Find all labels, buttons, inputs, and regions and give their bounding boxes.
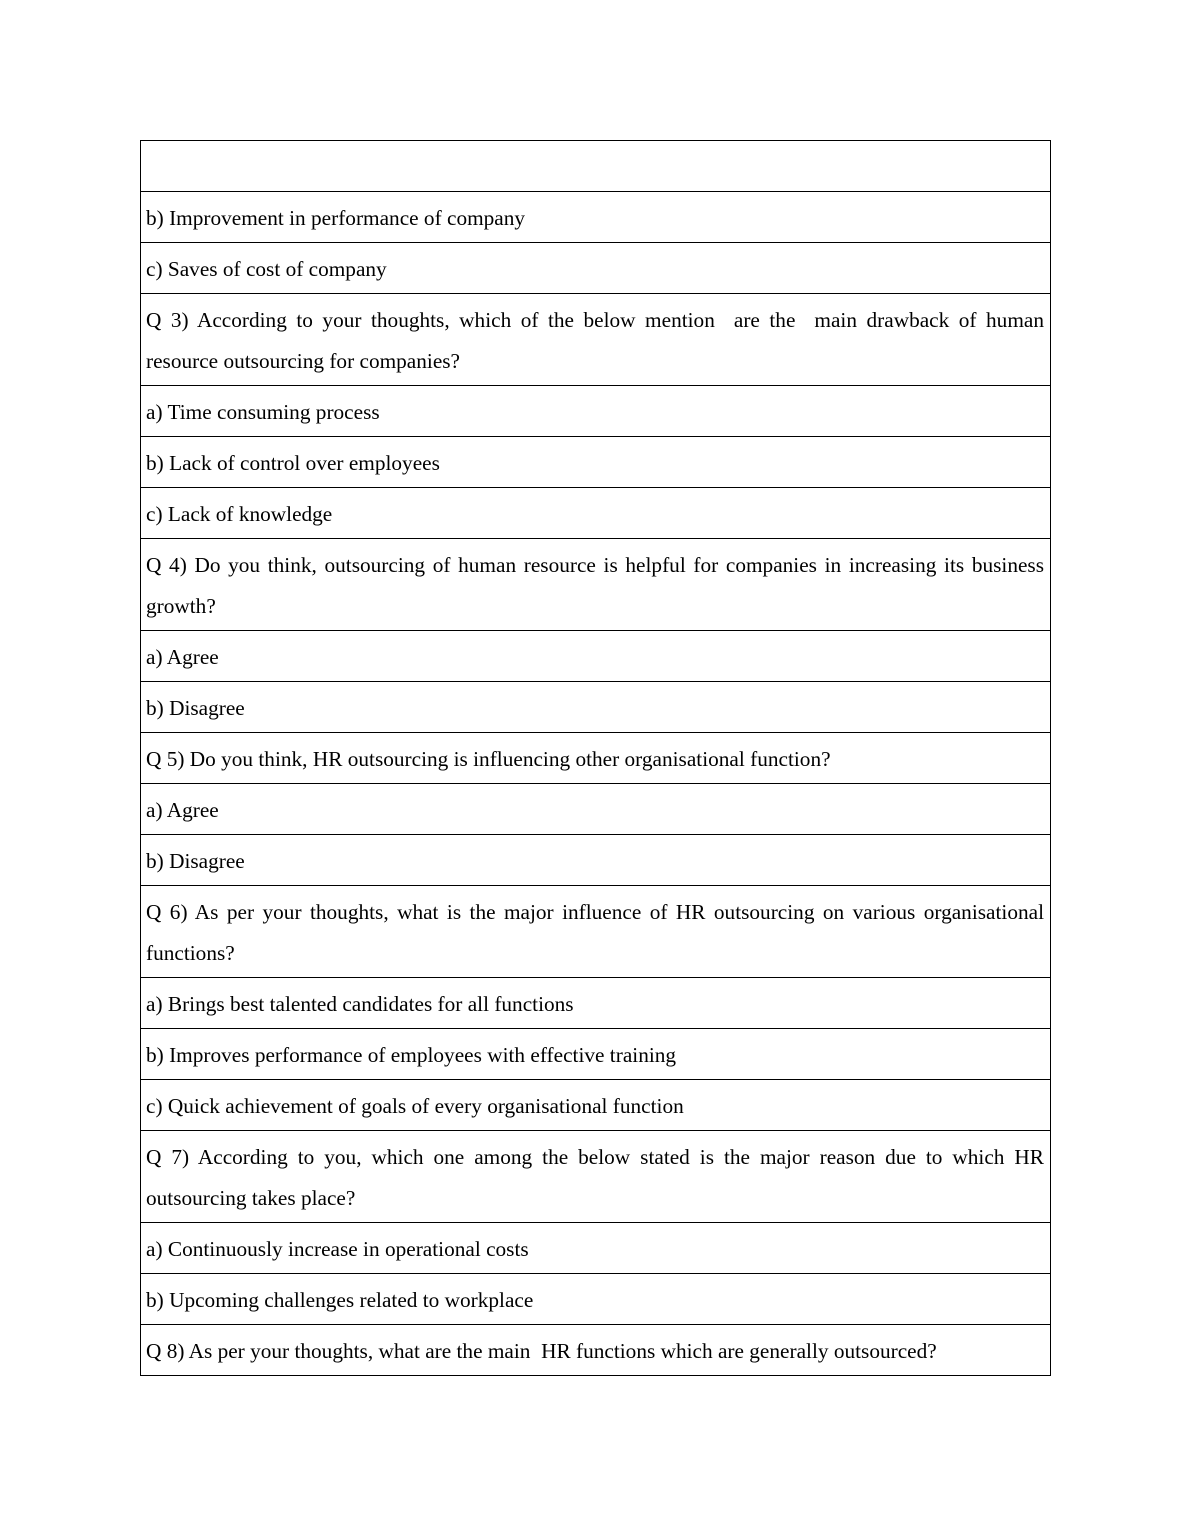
question-text: Q 4) Do you think, outsourcing of human resource is helpful for companies in increasing its business growth? <box>146 553 1050 618</box>
table-cell <box>141 192 1051 243</box>
question-text: Q 3) According to your thoughts, which of the below mention are the main drawback of human resource outsourcing for companies? <box>146 308 1050 373</box>
table-row-question <box>141 886 1051 978</box>
question-text: Q 6) As per your thoughts, what is the major influence of HR outsourcing on various organisational functions? <box>146 900 1050 965</box>
table-cell <box>141 835 1051 886</box>
table-row-option <box>141 192 1051 243</box>
table-row-option <box>141 978 1051 1029</box>
table-cell <box>141 733 1051 784</box>
table-row-option <box>141 437 1051 488</box>
table-cell <box>141 1223 1051 1274</box>
table-cell <box>141 886 1051 978</box>
option-text: a) Continuously increase in operational costs <box>146 1237 529 1261</box>
table-cell <box>141 1080 1051 1131</box>
option-text: a) Brings best talented candidates for all functions <box>146 992 574 1016</box>
table-row-option <box>141 1223 1051 1274</box>
table-row-question <box>141 539 1051 631</box>
option-text: b) Disagree <box>146 696 245 720</box>
table-cell <box>141 488 1051 539</box>
option-text: b) Disagree <box>146 849 245 873</box>
table-row-question <box>141 1325 1051 1376</box>
table-row-question <box>141 294 1051 386</box>
option-text: c) Quick achievement of goals of every organisational function <box>146 1094 684 1118</box>
table-row-empty <box>141 141 1051 192</box>
option-text: b) Improves performance of employees with effective training <box>146 1043 677 1067</box>
table-row-option <box>141 1274 1051 1325</box>
table-cell <box>141 1325 1051 1376</box>
table-row-question <box>141 1131 1051 1223</box>
table-cell <box>141 539 1051 631</box>
question-text: Q 7) According to you, which one among the below stated is the major reason due to which HR outsourcing takes place? <box>146 1145 1050 1210</box>
option-text: a) Agree <box>146 798 219 822</box>
table-row-option <box>141 386 1051 437</box>
table-cell <box>141 386 1051 437</box>
table-cell <box>141 437 1051 488</box>
table-row-option <box>141 1080 1051 1131</box>
table-cell <box>141 682 1051 733</box>
table-cell <box>141 243 1051 294</box>
table-row-option <box>141 488 1051 539</box>
table-row-option <box>141 631 1051 682</box>
table-cell <box>141 631 1051 682</box>
table-row-option <box>141 682 1051 733</box>
option-text: c) Lack of knowledge <box>146 502 333 526</box>
table-cell <box>141 141 1051 192</box>
table-row-option <box>141 835 1051 886</box>
table-cell <box>141 1131 1051 1223</box>
table-cell <box>141 1029 1051 1080</box>
option-text: b) Improvement in performance of company <box>146 206 526 230</box>
table-row-option <box>141 1029 1051 1080</box>
table-cell <box>141 294 1051 386</box>
table-row-question <box>141 733 1051 784</box>
option-text: c) Saves of cost of company <box>146 257 387 281</box>
questionnaire-table <box>140 140 1051 1376</box>
option-text: b) Upcoming challenges related to workplace <box>146 1288 534 1312</box>
table-cell <box>141 784 1051 835</box>
table-cell <box>141 978 1051 1029</box>
table-row-option <box>141 784 1051 835</box>
option-text: a) Agree <box>146 645 219 669</box>
option-text: a) Time consuming process <box>146 400 380 424</box>
question-text: Q 5) Do you think, HR outsourcing is influencing other organisational function? <box>146 747 831 771</box>
question-text: Q 8) As per your thoughts, what are the main HR functions which are generally outsourced? <box>146 1339 937 1363</box>
table-row-option <box>141 243 1051 294</box>
table-cell <box>141 1274 1051 1325</box>
option-text: b) Lack of control over employees <box>146 451 440 475</box>
